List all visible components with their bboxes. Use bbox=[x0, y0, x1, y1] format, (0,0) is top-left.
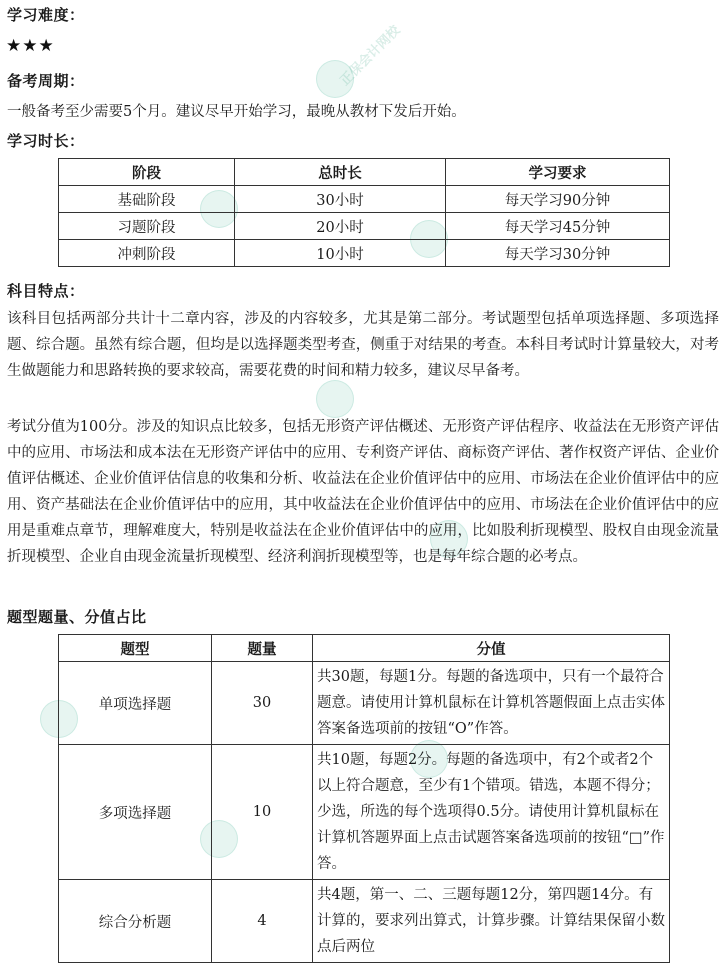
cycle-heading: 备考周期： bbox=[7, 72, 85, 90]
hours-cell: 10小时 bbox=[235, 240, 446, 267]
column-header: 总时长 bbox=[235, 159, 446, 186]
count-cell: 10 bbox=[212, 745, 313, 880]
table-row bbox=[59, 213, 670, 240]
duration-table bbox=[58, 158, 670, 267]
requirement-cell: 每天学习90分钟 bbox=[446, 186, 670, 213]
stage-cell: 习题阶段 bbox=[59, 213, 235, 240]
watermark-logo-icon bbox=[316, 380, 354, 418]
column-header: 阶段 bbox=[59, 159, 235, 186]
features-paragraph-1: 该科目包括两部分共计十二章内容，涉及的内容较多，尤其是第二部分。考试题型包括单项选择题、多项选择题、综合题。虽然有综合题，但均是以选择题类型考查，侧重于对结果的考查。本科目考试时计算量较大，对考生做题能力和思路转换的要求较高，需要花费的时间和精力较多，建议尽早备考。 bbox=[7, 311, 719, 379]
count-cell: 30 bbox=[212, 662, 313, 745]
score-desc-cell: 共30题，每题1分。每题的备选项中，只有一个最符合题意。请使用计算机鼠标在计算机答题假面上点击实体答案备选项前的按钮“O”作答。 bbox=[313, 662, 670, 745]
table-row bbox=[59, 662, 670, 745]
features-paragraph-2: 考试分值为100分。涉及的知识点比较多，包括无形资产评估概述、无形资产评估程序、收益法在无形资产评估中的应用、市场法和成本法在无形资产评估中的应用、专利资产评估、商标资产评估、著作权资产评估、企业价值评估概述、企业价值评估信息的收集和分析、收益法在企业价值评估中的应用、市场法在企业价值评估中的应用、资产基础法在企业价值评估中的应用，其中收益法在企业价值评估中的应用、市场法在企业价值评估中的应用是重难点章节，理解难度大，特别是收益法在企业价值评估中的应用，比如股利折现模型、股权自由现金流量折现模型、企业自由现金流量折现模型、经济利润折现模型等，也是每年综合题的必考点。 bbox=[7, 419, 719, 565]
requirement-cell: 每天学习45分钟 bbox=[446, 213, 670, 240]
watermark-text: 正保会计网校 bbox=[337, 23, 404, 89]
column-header: 题量 bbox=[212, 635, 313, 662]
cycle-text: 一般备考至少需要5个月。建议尽早开始学习，最晚从教材下发后开始。 bbox=[7, 104, 466, 120]
type-cell: 综合分析题 bbox=[59, 880, 212, 963]
table-header-row bbox=[59, 159, 670, 186]
column-header: 分值 bbox=[313, 635, 670, 662]
column-header: 题型 bbox=[59, 635, 212, 662]
table-row bbox=[59, 880, 670, 963]
requirement-cell: 每天学习30分钟 bbox=[446, 240, 670, 267]
score-desc-cell: 共4题，第一、二、三题每题12分，第四题14分。有计算的，要求列出算式，计算步骤。计算结果保留小数点后两位 bbox=[313, 880, 670, 963]
features-heading: 科目特点： bbox=[7, 282, 85, 300]
column-header: 学习要求 bbox=[446, 159, 670, 186]
table-row bbox=[59, 745, 670, 880]
hours-cell: 30小时 bbox=[235, 186, 446, 213]
hours-cell: 20小时 bbox=[235, 213, 446, 240]
type-cell: 多项选择题 bbox=[59, 745, 212, 880]
count-cell: 4 bbox=[212, 880, 313, 963]
score-desc-cell: 共10题，每题2分。每题的备选项中，有2个或者2个以上符合题意，至少有1个错项。错选，本题不得分；少选，所选的每个选项得0.5分。请使用计算机鼠标在计算机答题界面上点击试题答案备选项前的按钮“□”作答。 bbox=[313, 745, 670, 880]
stage-cell: 冲刺阶段 bbox=[59, 240, 235, 267]
difficulty-stars: ★★★ bbox=[6, 36, 55, 56]
difficulty-heading: 学习难度： bbox=[7, 6, 85, 24]
duration-heading: 学习时长： bbox=[7, 132, 85, 150]
table-row bbox=[59, 186, 670, 213]
questions-heading: 题型题量、分值占比 bbox=[7, 608, 147, 626]
type-cell: 单项选择题 bbox=[59, 662, 212, 745]
table-header-row bbox=[59, 635, 670, 662]
questions-table bbox=[58, 634, 670, 963]
stage-cell: 基础阶段 bbox=[59, 186, 235, 213]
table-row bbox=[59, 240, 670, 267]
